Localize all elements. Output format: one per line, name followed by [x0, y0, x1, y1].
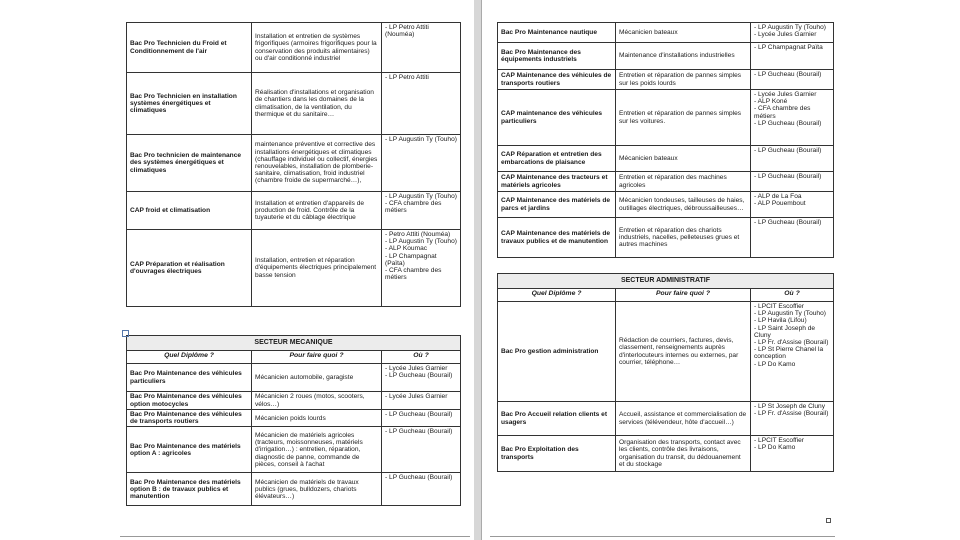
purpose-cell: Installation et entretien de systèmes frigorifiques (armoires frigorifiques pour la conservation des produits alimentaires) ou d'air conditionné industriel — [252, 23, 382, 73]
document-page-right — [485, 0, 840, 540]
diploma-cell: Bac Pro Maintenance nautique — [498, 23, 616, 43]
location-cell: - Petro Attiti (Nouméa) - LP Augustin Ty (Touho) - ALP Koumac - LP Champagnat (Païta) - CFA chambre des métiers — [382, 230, 461, 307]
table-row — [127, 230, 461, 307]
location-cell: - LP Augustin Ty (Touho) — [382, 135, 461, 192]
table-row — [498, 218, 834, 258]
table-row — [498, 302, 834, 402]
purpose-cell: Entretien et réparation des chariots industriels, nacelles, pelleteuses grues et autres machines — [616, 218, 751, 258]
table-row — [127, 364, 461, 392]
table-row — [127, 392, 461, 410]
table-row — [127, 427, 461, 473]
purpose-cell: Installation et entretien d'appareils de production de froid. Contrôle de la tuyauterie et du câblage électrique — [252, 192, 382, 230]
column-header-diploma: Quel Diplôme ? — [127, 351, 252, 364]
diploma-cell: Bac Pro Accueil relation clients et usagers — [498, 402, 616, 436]
table-row — [498, 192, 834, 218]
section-title: SECTEUR MECANIQUE — [127, 336, 461, 351]
formation-table-maintenance — [497, 22, 834, 258]
page-divider — [481, 0, 482, 540]
table-row — [127, 135, 461, 192]
purpose-cell: Organisation des transports, contact avec les clients, contrôle des livraisons, organisation du transit, du dédouanement et du stockage — [616, 436, 751, 472]
purpose-cell: Mécanicien bateaux — [616, 23, 751, 43]
diploma-cell: CAP Maintenance des matériels de travaux publics et de manutention — [498, 218, 616, 258]
table-row — [127, 473, 461, 506]
section-title: SECTEUR ADMINISTRATIF — [498, 274, 834, 289]
location-cell: - LP Petro Attiti — [382, 73, 461, 135]
location-cell: - ALP de La Foa - ALP Pouembout — [751, 192, 834, 218]
purpose-cell: Installation, entretien et réparation d'équipements électriques principalement basse tension — [252, 230, 382, 307]
diploma-cell: CAP Maintenance des matériels de parcs et jardins — [498, 192, 616, 218]
diploma-cell: Bac Pro Technicien en installation systèmes énergétiques et climatiques — [127, 73, 252, 135]
diploma-cell: Bac Pro Maintenance des matériels option A : agricoles — [127, 427, 252, 473]
location-cell: - LP St Joseph de Cluny - LP Fr. d'Assise (Bourail) — [751, 402, 834, 436]
purpose-cell: Mécanicien 2 roues (motos, scooters, vélos…) — [252, 392, 382, 410]
table-row — [498, 146, 834, 172]
column-header-diploma: Quel Diplôme ? — [498, 289, 616, 302]
formation-table-electricite — [126, 22, 461, 307]
purpose-cell: Entretien et réparation de pannes simples sur les voitures. — [616, 90, 751, 146]
formation-table-mecanique — [126, 335, 461, 506]
purpose-cell: Mécanicien bateaux — [616, 146, 751, 172]
diploma-cell: Bac Pro Maintenance des véhicules de transports routiers — [127, 410, 252, 427]
location-cell: - LP Augustin Ty (Touho) - CFA chambre des métiers — [382, 192, 461, 230]
location-cell: - LPCIT Escoffier - LP Do Kamo — [751, 436, 834, 472]
formation-table-administratif — [497, 273, 834, 472]
end-of-table-marker — [826, 518, 831, 523]
purpose-cell: Mécanicien poids lourds — [252, 410, 382, 427]
diploma-cell: CAP froid et climatisation — [127, 192, 252, 230]
location-cell: - LPCIT Escoffier - LP Augustin Ty (Touho) - LP Havila (Lifou) - LP Saint Joseph de Cluny - LP Fr. d'Assise (Bourail) - LP St Pierre Chanel la conception - LP Do Kamo — [751, 302, 834, 402]
purpose-cell: Rédaction de courriers, factures, devis, classement, renseignements auprès d'interlocuteurs internes ou externes, par courrier, téléphone… — [616, 302, 751, 402]
diploma-cell: Bac Pro Maintenance des véhicules particuliers — [127, 364, 252, 392]
table-row — [127, 23, 461, 73]
document-page-left — [118, 0, 470, 540]
table-row — [498, 436, 834, 472]
table-row — [498, 70, 834, 90]
location-cell: - LP Gucheau (Bourail) — [751, 146, 834, 172]
location-cell: - LP Petro Attiti (Nouméa) — [382, 23, 461, 73]
table-row — [498, 402, 834, 436]
location-cell: - Lycée Jules Garnier - LP Gucheau (Bourail) — [382, 364, 461, 392]
table-anchor-icon[interactable] — [122, 330, 129, 337]
column-header-where: Où ? — [751, 289, 834, 302]
location-cell: - LP Gucheau (Bourail) — [751, 218, 834, 258]
diploma-cell: CAP Préparation et réalisation d'ouvrages électriques — [127, 230, 252, 307]
diploma-cell: CAP Maintenance des véhicules de transports routiers — [498, 70, 616, 90]
location-cell: - LP Gucheau (Bourail) — [751, 70, 834, 90]
purpose-cell: Mécanicien automobile, garagiste — [252, 364, 382, 392]
diploma-cell: Bac Pro Maintenance des équipements industriels — [498, 43, 616, 70]
purpose-cell: maintenance préventive et corrective des installations énergétiques et climatiques (chauffage individuel ou collectif, énergies renouvelables, installation de plomberie-sanitaire, climatisation, froid industriel (chambre froide de supermarché…), — [252, 135, 382, 192]
column-header-purpose: Pour faire quoi ? — [616, 289, 751, 302]
purpose-cell: Entretien et réparation de pannes simples sur les poids lourds — [616, 70, 751, 90]
page-bottom-edge — [120, 536, 470, 537]
diploma-cell: CAP maintenance des véhicules particuliers — [498, 90, 616, 146]
diploma-cell: Bac Pro gestion administration — [498, 302, 616, 402]
purpose-cell: Mécanicien de matériels agricoles (tracteurs, moissonneuses, matériels d'irrigation…) : entretien, réparation, diagnostic de panne, commande de pièces, conseil à l'achat — [252, 427, 382, 473]
page-bottom-edge — [490, 536, 835, 537]
column-header-where: Où ? — [382, 351, 461, 364]
table-row — [127, 192, 461, 230]
purpose-cell: Entretien et réparation des machines agricoles — [616, 172, 751, 192]
location-cell: - Lycée Jules Garnier - ALP Koné - CFA chambre des métiers - LP Gucheau (Bourail) — [751, 90, 834, 146]
table-row — [498, 23, 834, 43]
purpose-cell: Accueil, assistance et commercialisation de services (télévendeur, hôte d'accueil…) — [616, 402, 751, 436]
location-cell: - LP Champagnat Païta — [751, 43, 834, 70]
table-row — [127, 73, 461, 135]
purpose-cell: Mécanicien de matériels de travaux publics (grues, bulldozers, chariots élévateurs…) — [252, 473, 382, 506]
table-row — [498, 90, 834, 146]
diploma-cell: Bac Pro Exploitation des transports — [498, 436, 616, 472]
diploma-cell: Bac Pro technicien de maintenance des systèmes énergétiques et climatiques — [127, 135, 252, 192]
location-cell: - LP Gucheau (Bourail) — [382, 410, 461, 427]
diploma-cell: Bac Pro Maintenance des matériels option B : de travaux publics et manutention — [127, 473, 252, 506]
purpose-cell: Réalisation d'installations et organisation de chantiers dans les domaines de la climatisation, de la ventilation, du thermique et du sanitaire… — [252, 73, 382, 135]
table-row — [127, 410, 461, 427]
location-cell: - LP Gucheau (Bourail) — [382, 427, 461, 473]
purpose-cell: Maintenance d'installations industrielles — [616, 43, 751, 70]
diploma-cell: Bac Pro Technicien du Froid et Conditionnement de l'air — [127, 23, 252, 73]
diploma-cell: Bac Pro Maintenance des véhicules option motocycles — [127, 392, 252, 410]
table-row — [498, 43, 834, 70]
diploma-cell: CAP Maintenance des tracteurs et matériels agricoles — [498, 172, 616, 192]
purpose-cell: Mécanicien tondeuses, tailleuses de haies, outillages électriques, débroussailleuses… — [616, 192, 751, 218]
location-cell: - LP Gucheau (Bourail) — [382, 473, 461, 506]
diploma-cell: CAP Réparation et entretien des embarcations de plaisance — [498, 146, 616, 172]
column-header-purpose: Pour faire quoi ? — [252, 351, 382, 364]
location-cell: - Lycée Jules Garnier — [382, 392, 461, 410]
location-cell: - LP Gucheau (Bourail) — [751, 172, 834, 192]
table-row — [498, 172, 834, 192]
location-cell: - LP Augustin Ty (Touho) - Lycée Jules Garnier — [751, 23, 834, 43]
